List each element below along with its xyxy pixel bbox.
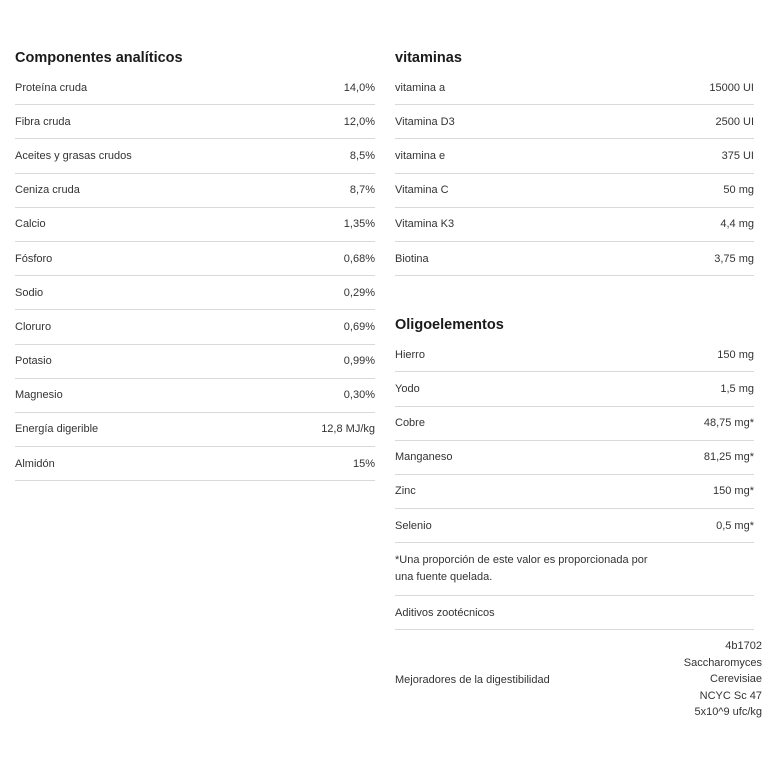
vitamin-row <box>395 105 754 139</box>
trace-element-row-label: Hierro <box>395 348 425 361</box>
analytical-row <box>15 447 375 481</box>
trace-element-row-value: 81,25 mg* <box>703 451 754 464</box>
vitamin-row-value: 375 UI <box>721 149 754 162</box>
vitamin-row-label: vitamina e <box>395 149 446 162</box>
trace-element-row <box>395 372 754 406</box>
analytical-row-value: 12,0% <box>343 115 375 128</box>
trace-element-row-value: 150 mg* <box>713 485 754 498</box>
trace-element-row-value: 150 mg <box>717 348 754 361</box>
trace-element-row <box>395 441 754 475</box>
trace-element-row-label: Zinc <box>395 485 416 498</box>
analytical-row <box>15 242 375 276</box>
trace-element-row-value: 48,75 mg* <box>703 417 754 430</box>
vitamin-row <box>395 71 754 105</box>
analytical-row-label: Almidón <box>15 457 55 470</box>
digestibility-enhancers-row <box>395 630 762 721</box>
analytical-row-value: 8,7% <box>349 184 375 197</box>
analytical-row-label: Sodio <box>15 286 44 299</box>
right-column <box>395 0 762 721</box>
analytical-row-label: Magnesio <box>15 389 63 402</box>
zootechnical-additives-label: Aditivos zootécnicos <box>395 606 495 619</box>
chelated-footnote: *Una proporción de este valor es proporcionada por una fuente quelada. <box>395 543 754 596</box>
analytical-row-value: 1,35% <box>343 218 375 231</box>
trace-elements-table <box>395 338 754 543</box>
analytical-row-value: 0,30% <box>343 389 375 402</box>
vitamin-row-label: Biotina <box>395 252 429 265</box>
analytical-row-label: Fibra cruda <box>15 115 71 128</box>
vitamin-row-label: Vitamina K3 <box>395 218 455 231</box>
analytical-row-label: Proteína cruda <box>15 81 88 94</box>
analytical-row-value: 0,69% <box>343 320 375 333</box>
trace-element-row <box>395 475 754 509</box>
trace-element-row-label: Selenio <box>395 519 432 532</box>
trace-element-row <box>395 407 754 441</box>
analytical-row-value: 8,5% <box>349 149 375 162</box>
analytical-row <box>15 276 375 310</box>
vitamin-row <box>395 139 754 173</box>
digestibility-enhancers-value <box>672 638 762 721</box>
digestibility-value-line: NCYC Sc 47 <box>699 689 762 702</box>
vitamins-table <box>395 71 754 276</box>
digestibility-enhancers-label: Mejoradores de la digestibilidad <box>395 673 550 686</box>
vitamin-row-value: 3,75 mg <box>714 252 754 265</box>
analytical-row-label: Calcio <box>15 218 46 231</box>
zootechnical-additives-row <box>395 596 754 630</box>
digestibility-value-line: Saccharomyces <box>683 656 762 669</box>
trace-element-row-label: Cobre <box>395 417 425 430</box>
trace-element-row <box>395 509 754 543</box>
analytical-row-label: Ceniza cruda <box>15 184 80 197</box>
trace-element-row <box>395 338 754 372</box>
analytical-row <box>15 310 375 344</box>
analytical-row <box>15 71 375 105</box>
analytical-components-section <box>15 0 375 481</box>
trace-element-row-value: 1,5 mg <box>720 382 754 395</box>
vitamin-row-label: vitamina a <box>395 81 446 94</box>
vitamins-heading: vitaminas <box>395 50 462 66</box>
analytical-row-value: 14,0% <box>343 81 375 94</box>
trace-elements-heading: Oligoelementos <box>395 317 504 334</box>
analytical-row-value: 0,29% <box>343 286 375 299</box>
vitamin-row-value: 15000 UI <box>709 81 754 94</box>
analytical-row-value: 15% <box>352 457 375 470</box>
analytical-row-value: 12,8 MJ/kg <box>321 423 375 436</box>
vitamin-row <box>395 174 754 208</box>
vitamin-row-value: 50 mg <box>723 184 754 197</box>
digestibility-value-line: Cerevisiae <box>710 673 762 686</box>
analytical-row <box>15 174 375 208</box>
analytical-row <box>15 105 375 139</box>
analytical-components-heading: Componentes analíticos <box>15 50 183 66</box>
analytical-row <box>15 139 375 173</box>
vitamin-row-value: 4,4 mg <box>720 218 754 231</box>
analytical-row <box>15 345 375 379</box>
analytical-row-label: Energía digerible <box>15 423 99 436</box>
digestibility-value-line: 5x10^9 ufc/kg <box>694 706 762 719</box>
analytical-row <box>15 208 375 242</box>
vitamin-row <box>395 208 754 242</box>
vitamin-row-label: Vitamina D3 <box>395 115 455 128</box>
analytical-row-label: Aceites y grasas crudos <box>15 149 132 162</box>
vitamin-row <box>395 242 754 276</box>
analytical-row-label: Potasio <box>15 355 52 368</box>
trace-element-row-value: 0,5 mg* <box>716 519 754 532</box>
analytical-components-table <box>15 71 375 481</box>
analytical-row-label: Fósforo <box>15 252 53 265</box>
analytical-row <box>15 413 375 447</box>
trace-element-row-label: Manganeso <box>395 451 453 464</box>
analytical-row-label: Cloruro <box>15 320 52 333</box>
analytical-row <box>15 379 375 413</box>
analytical-row-value: 0,99% <box>343 355 375 368</box>
analytical-row-value: 0,68% <box>343 252 375 265</box>
trace-element-row-label: Yodo <box>395 382 420 395</box>
vitamin-row-value: 2500 UI <box>715 115 754 128</box>
vitamin-row-label: Vitamina C <box>395 184 449 197</box>
digestibility-value-line: 4b1702 <box>725 640 762 653</box>
